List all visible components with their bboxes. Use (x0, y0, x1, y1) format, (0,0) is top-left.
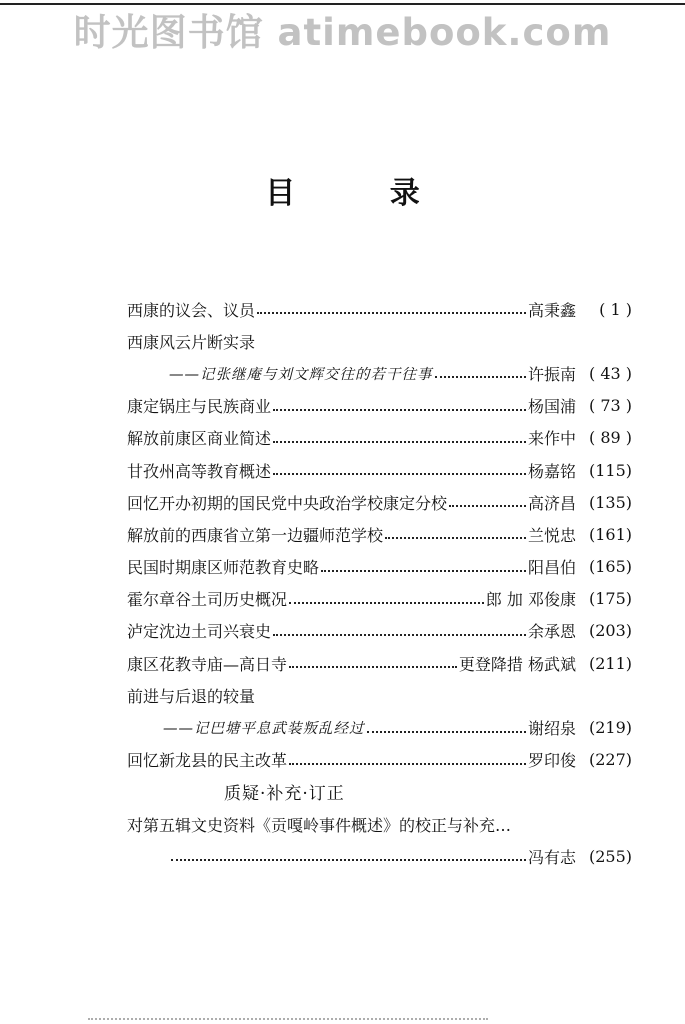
toc-entry[interactable] (127, 840, 632, 872)
entry-title: 回忆新龙县的民主改革 (127, 751, 288, 771)
entry-page: ( 73 ) (588, 396, 632, 416)
entry-author: 郎 加 邓俊康 (485, 590, 576, 610)
entry-author: 杨国浦 (527, 397, 576, 417)
toc-entry[interactable] (127, 551, 632, 583)
dot-leader (257, 312, 526, 314)
entry-title: 霍尔章谷土司历史概况 (127, 590, 288, 610)
entry-title: 康区花教寺庙—高日寺 (127, 654, 288, 674)
toc-entry[interactable] (127, 486, 632, 518)
toc-entry[interactable] (127, 679, 632, 711)
dot-leader (435, 376, 526, 378)
entry-title: 泸定沈边土司兴衰史 (127, 622, 272, 642)
entry-page: ( 43 ) (588, 363, 632, 383)
entry-title: 民国时期康区师范教育史略 (127, 558, 320, 578)
entry-author: 谢绍泉 (527, 719, 576, 739)
toc-entry[interactable] (127, 293, 632, 325)
dot-leader (273, 473, 526, 475)
dot-leader (273, 441, 526, 443)
dot-leader (289, 763, 526, 765)
dot-leader (273, 634, 526, 636)
entry-author: 高秉鑫 (527, 300, 576, 320)
entry-subtitle: ——记巴塘平息武装叛乱经过 (163, 721, 365, 738)
toc-entry[interactable] (127, 615, 632, 647)
toc-entry[interactable] (127, 518, 632, 550)
dot-leader (449, 505, 526, 507)
toc-entry[interactable] (127, 647, 632, 679)
entry-author: 杨嘉铭 (527, 461, 576, 481)
toc-entry[interactable] (127, 808, 632, 840)
toc-entry[interactable] (127, 422, 632, 454)
entry-subtitle: ——记张继庵与刘文辉交往的若干往事 (169, 366, 433, 383)
entry-page: (227) (588, 750, 632, 770)
entry-page: (255) (588, 846, 632, 866)
section-heading: 质疑·补充·订正 (224, 784, 345, 805)
entry-title: 前进与后退的较量 (127, 686, 256, 706)
dot-leader (289, 602, 484, 604)
page-title: 目 录 (265, 176, 462, 211)
entry-page: ( 89 ) (588, 428, 632, 448)
entry-author: 余承恩 (527, 622, 576, 642)
entry-author: 许振南 (527, 364, 576, 384)
entry-title: 解放前康区商业简述 (127, 429, 272, 449)
table-of-contents (127, 293, 632, 872)
entry-author: 罗印俊 (527, 751, 576, 771)
entry-page: (203) (588, 621, 632, 641)
entry-author: 来作中 (527, 429, 576, 449)
entry-page: (115) (588, 460, 632, 480)
entry-author: 更登降措 杨武斌 (458, 654, 576, 674)
dot-leader (289, 666, 457, 668)
entry-author: 高济昌 (527, 493, 576, 513)
watermark: 时光图书馆 atimebook.com (73, 11, 612, 54)
entry-title: 西康的议会、议员 (127, 300, 256, 320)
dot-leader (385, 537, 526, 539)
dot-leader (321, 570, 526, 572)
entry-author: 阳昌伯 (527, 558, 576, 578)
scan-artifact (88, 1015, 488, 1020)
toc-entry[interactable] (127, 390, 632, 422)
toc-entry[interactable] (127, 454, 632, 486)
entry-title: 西康风云片断实录 (127, 332, 256, 352)
entry-page: (175) (588, 589, 632, 609)
entry-author: 冯有志 (527, 847, 576, 867)
entry-title: 甘孜州高等教育概述 (127, 461, 272, 481)
dot-leader (273, 409, 526, 411)
toc-entry[interactable] (127, 325, 632, 357)
toc-entry[interactable] (127, 711, 632, 743)
entry-page: (219) (588, 718, 632, 738)
entry-author: 兰悦忠 (527, 525, 576, 545)
entry-page: (135) (588, 492, 632, 512)
entry-page: (211) (588, 653, 632, 673)
dot-leader (367, 731, 526, 733)
entry-page: (165) (588, 557, 632, 577)
entry-title: 解放前的西康省立第一边疆师范学校 (127, 525, 384, 545)
toc-entry[interactable] (127, 583, 632, 615)
toc-entry[interactable] (127, 744, 632, 776)
entry-title: 康定锅庄与民族商业 (127, 397, 272, 417)
toc-entry[interactable] (127, 357, 632, 389)
entry-title: 对第五辑文史资料《贡嘎岭事件概述》的校正与补充… (127, 815, 512, 835)
entry-page: (161) (588, 524, 632, 544)
entry-title: 回忆开办初期的国民党中央政治学校康定分校 (127, 493, 448, 513)
entry-page: ( 1 ) (599, 299, 632, 319)
dot-leader (171, 859, 526, 861)
